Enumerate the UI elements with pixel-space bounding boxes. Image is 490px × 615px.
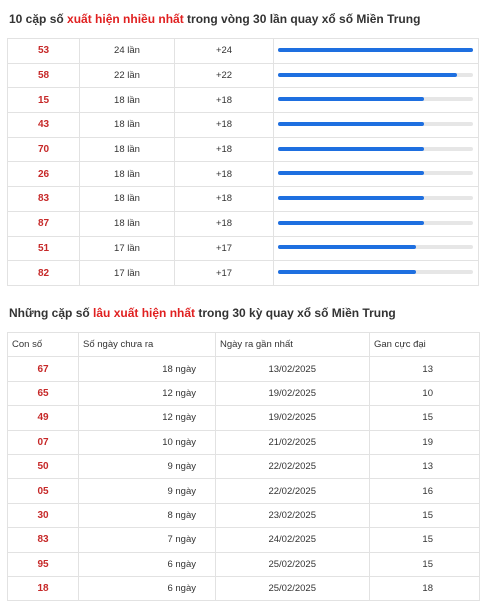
table-row <box>8 39 479 64</box>
frequency-bar-fill <box>278 245 416 249</box>
pair-number: 18 <box>8 576 79 600</box>
frequency-bar-cell <box>274 211 479 236</box>
pair-number: 83 <box>8 187 80 212</box>
days-absent: 18 ngày <box>79 357 216 381</box>
occurrence-count: 17 lần <box>80 236 175 261</box>
frequency-bar-cell <box>274 236 479 261</box>
occurrence-delta: +18 <box>175 137 274 162</box>
pair-number: 50 <box>8 454 79 478</box>
occurrence-count: 18 lần <box>80 211 175 236</box>
title-highlight: xuất hiện nhiều nhất <box>67 12 184 26</box>
frequency-bar-track <box>278 97 473 101</box>
table-row <box>8 576 480 600</box>
occurrence-delta: +22 <box>175 63 274 88</box>
occurrence-delta: +24 <box>175 39 274 64</box>
occurrence-count: 17 lần <box>80 261 175 286</box>
table-row <box>8 63 479 88</box>
title-suffix: trong vòng 30 lần quay xổ số Miền Trung <box>183 12 421 26</box>
table-row <box>8 552 480 576</box>
max-gap: 19 <box>370 430 480 454</box>
frequency-bar-cell <box>274 261 479 286</box>
frequency-bar-fill <box>278 97 424 101</box>
pair-number: 70 <box>8 137 80 162</box>
table-row <box>8 261 479 286</box>
table-row <box>8 454 480 478</box>
table-row <box>8 406 480 430</box>
pair-number: 58 <box>8 63 80 88</box>
header-last-date: Ngày ra gần nhất <box>216 333 370 357</box>
pair-number: 15 <box>8 88 80 113</box>
pair-number: 30 <box>8 503 79 527</box>
max-gap: 15 <box>370 552 480 576</box>
table-row <box>8 162 479 187</box>
frequency-bar-track <box>278 221 473 225</box>
frequency-bar-cell <box>274 63 479 88</box>
last-appearance-date: 24/02/2025 <box>216 528 370 552</box>
last-appearance-date: 19/02/2025 <box>216 381 370 405</box>
frequency-bar-track <box>278 73 473 77</box>
table-row <box>8 479 480 503</box>
table-row <box>8 211 479 236</box>
frequency-bar-track <box>278 48 473 52</box>
frequency-bar-track <box>278 270 473 274</box>
frequency-bar-cell <box>274 137 479 162</box>
occurrence-delta: +18 <box>175 187 274 212</box>
days-absent: 12 ngày <box>79 406 216 430</box>
title-prefix: 10 cặp số <box>9 12 68 26</box>
last-appearance-date: 19/02/2025 <box>216 406 370 430</box>
frequency-bar-fill <box>278 270 416 274</box>
last-appearance-date: 22/02/2025 <box>216 479 370 503</box>
title-highlight: lâu xuất hiện nhất <box>93 306 196 320</box>
days-absent: 9 ngày <box>79 479 216 503</box>
frequency-bar-fill <box>278 196 424 200</box>
pair-number: 82 <box>8 261 80 286</box>
table-row <box>8 187 479 212</box>
frequency-bar-track <box>278 147 473 151</box>
frequency-bar-track <box>278 245 473 249</box>
overdue-pairs-table <box>7 332 480 601</box>
frequency-bar-track <box>278 196 473 200</box>
pair-number: 65 <box>8 381 79 405</box>
occurrence-count: 18 lần <box>80 187 175 212</box>
days-absent: 6 ngày <box>79 576 216 600</box>
max-gap: 15 <box>370 528 480 552</box>
frequent-pairs-title <box>9 12 420 26</box>
frequency-bar-fill <box>278 221 424 225</box>
max-gap: 18 <box>370 576 480 600</box>
pair-number: 07 <box>8 430 79 454</box>
last-appearance-date: 23/02/2025 <box>216 503 370 527</box>
table-row <box>8 381 480 405</box>
occurrence-count: 18 lần <box>80 88 175 113</box>
frequency-bar-cell <box>274 39 479 64</box>
max-gap: 13 <box>370 357 480 381</box>
pair-number: 95 <box>8 552 79 576</box>
pair-number: 05 <box>8 479 79 503</box>
days-absent: 10 ngày <box>79 430 216 454</box>
frequency-bar-cell <box>274 113 479 138</box>
pair-number: 87 <box>8 211 80 236</box>
max-gap: 10 <box>370 381 480 405</box>
occurrence-delta: +18 <box>175 211 274 236</box>
occurrence-delta: +18 <box>175 113 274 138</box>
occurrence-delta: +17 <box>175 261 274 286</box>
pair-number: 49 <box>8 406 79 430</box>
frequency-bar-fill <box>278 48 473 52</box>
pair-number: 51 <box>8 236 80 261</box>
header-max-gap: Gan cực đại <box>370 333 480 357</box>
frequency-bar-fill <box>278 147 424 151</box>
table-row <box>8 137 479 162</box>
pair-number: 26 <box>8 162 80 187</box>
days-absent: 12 ngày <box>79 381 216 405</box>
frequency-bar-fill <box>278 73 457 77</box>
table-row <box>8 430 480 454</box>
occurrence-count: 18 lần <box>80 162 175 187</box>
days-absent: 8 ngày <box>79 503 216 527</box>
frequency-bar-cell <box>274 162 479 187</box>
max-gap: 15 <box>370 406 480 430</box>
occurrence-delta: +18 <box>175 88 274 113</box>
frequency-bar-track <box>278 122 473 126</box>
title-suffix: trong 30 kỳ quay xổ số Miền Trung <box>195 306 396 320</box>
frequency-bar-cell <box>274 88 479 113</box>
table-row <box>8 113 479 138</box>
frequency-bar-fill <box>278 122 424 126</box>
pair-number: 43 <box>8 113 80 138</box>
occurrence-count: 22 lần <box>80 63 175 88</box>
occurrence-count: 18 lần <box>80 137 175 162</box>
occurrence-delta: +17 <box>175 236 274 261</box>
occurrence-count: 18 lần <box>80 113 175 138</box>
days-absent: 7 ngày <box>79 528 216 552</box>
overdue-pairs-title <box>9 306 396 320</box>
occurrence-delta: +18 <box>175 162 274 187</box>
max-gap: 15 <box>370 503 480 527</box>
header-number: Con số <box>8 333 79 357</box>
days-absent: 6 ngày <box>79 552 216 576</box>
table-row <box>8 88 479 113</box>
pair-number: 53 <box>8 39 80 64</box>
pair-number: 83 <box>8 528 79 552</box>
title-prefix: Những cặp số <box>9 306 94 320</box>
last-appearance-date: 25/02/2025 <box>216 552 370 576</box>
frequency-bar-fill <box>278 171 424 175</box>
last-appearance-date: 25/02/2025 <box>216 576 370 600</box>
max-gap: 13 <box>370 454 480 478</box>
pair-number: 67 <box>8 357 79 381</box>
table-header-row <box>8 333 480 357</box>
table-row <box>8 357 480 381</box>
max-gap: 16 <box>370 479 480 503</box>
table-row <box>8 503 480 527</box>
table-row <box>8 236 479 261</box>
days-absent: 9 ngày <box>79 454 216 478</box>
header-days-absent: Số ngày chưa ra <box>79 333 216 357</box>
last-appearance-date: 22/02/2025 <box>216 454 370 478</box>
frequency-bar-cell <box>274 187 479 212</box>
occurrence-count: 24 lần <box>80 39 175 64</box>
last-appearance-date: 13/02/2025 <box>216 357 370 381</box>
frequency-bar-track <box>278 171 473 175</box>
last-appearance-date: 21/02/2025 <box>216 430 370 454</box>
table-row <box>8 528 480 552</box>
frequent-pairs-table <box>7 38 479 286</box>
